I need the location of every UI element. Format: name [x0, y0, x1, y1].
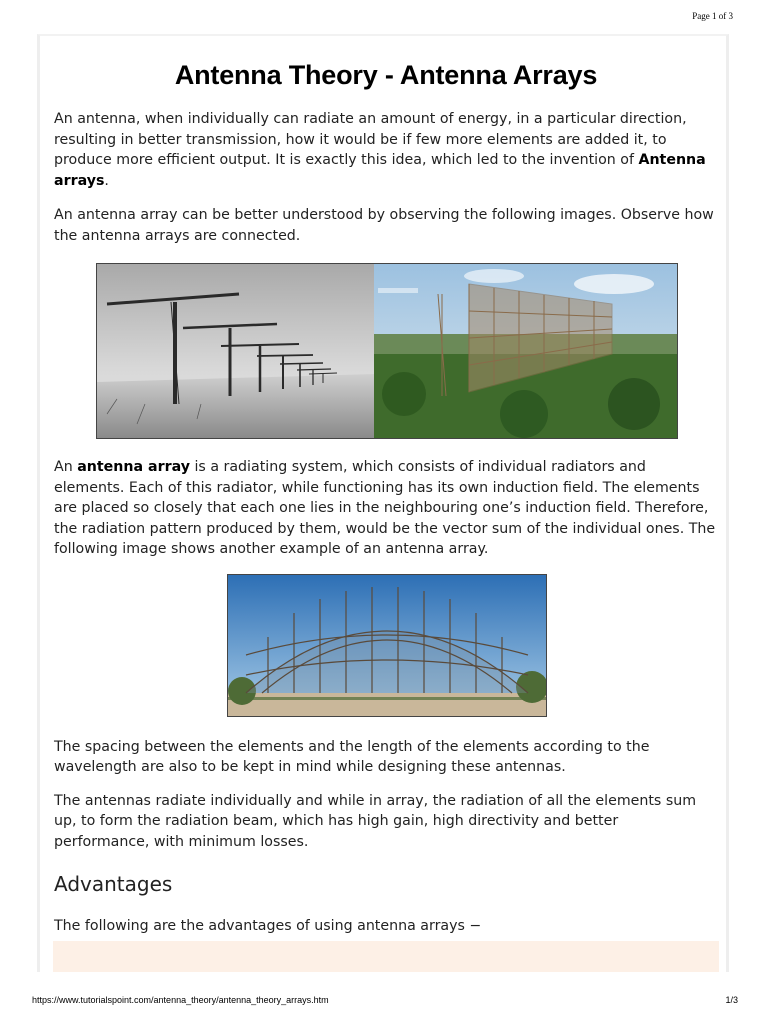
advantages-intro: The following are the advantages of using antenna arrays −: [54, 918, 482, 934]
spacing-paragraph: The spacing between the elements and the length of the elements according to the wavelength are also to be kept in mind while designing these antennas.: [54, 738, 650, 775]
array-definition-text: is a radiating system, which consists of individual radiators and elements. Each of this radiator, while functioning has its own induction field. The elements are placed so closely that each one lies in the neighbouring one’s induction field. Therefore, the radiation pattern produced by them, would be the vector sum of the individual ones. The following image shows another example of an antenna array.: [54, 459, 716, 557]
intro-paragraph: [54, 109, 718, 191]
intro-text: An antenna, when individually can radiate an amount of energy, in a particular direction, resulting in better transmission, how it would be if few more elements are added it, to produce more efficient output. It is exactly this idea, which led to the invention of: [54, 111, 687, 168]
intro-bold: Antenna arrays: [54, 152, 706, 189]
antenna-array-photos: [96, 263, 678, 439]
array-definition-start: An: [54, 459, 78, 475]
dome-antenna-graphic: [228, 575, 546, 716]
bw-antenna-photo: [97, 264, 374, 438]
article-content: [54, 36, 718, 937]
print-footer: [32, 995, 738, 1005]
dome-antenna-photo: [227, 574, 547, 717]
array-definition-bold: antenna array: [77, 459, 190, 475]
radiation-paragraph: The antennas radiate individually and while in array, the radiation of all the elements sum up, to form the radiation beam, which has high gain, high directivity and better performance, with minimum losses.: [54, 792, 697, 850]
page-title: Antenna Theory - Antenna Arrays: [174, 60, 598, 90]
advantages-heading: Advantages: [54, 872, 173, 896]
observe-paragraph: An antenna array can be better understood by observing the following images. Observe how the antenna arrays are connected.: [54, 207, 714, 244]
article-frame: [37, 34, 729, 972]
print-page-label: Page 1 of 3: [692, 11, 733, 21]
footer-url: https://www.tutorialspoint.com/antenna_theory/antenna_theory_arrays.htm: [32, 995, 329, 1005]
array-definition-paragraph: [54, 457, 718, 560]
advantages-callout-box: [53, 941, 719, 972]
intro-end: .: [104, 172, 109, 189]
footer-page-number: 1/3: [725, 995, 738, 1005]
aerial-antenna-photo: [374, 264, 677, 438]
